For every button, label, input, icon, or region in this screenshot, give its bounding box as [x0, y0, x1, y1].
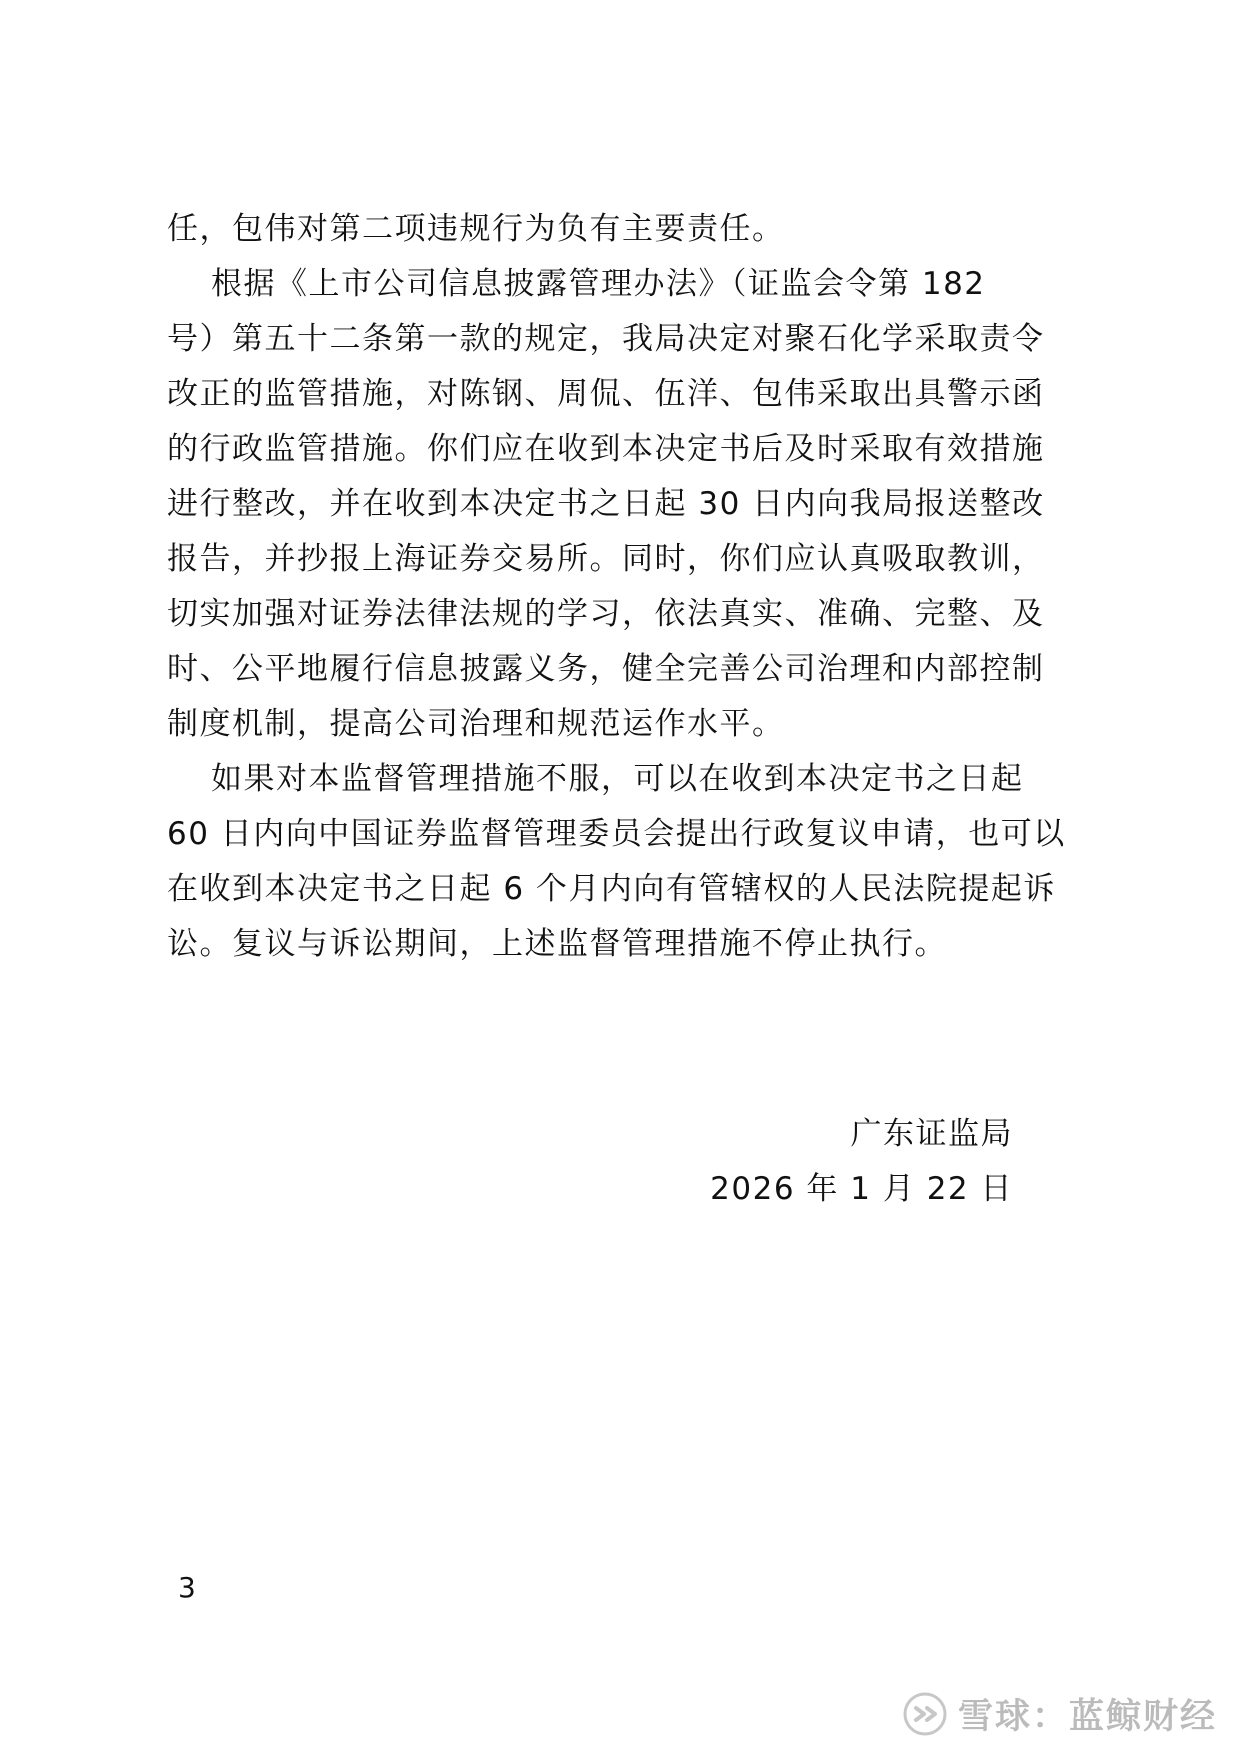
page-number: 3 — [178, 1571, 196, 1604]
issuer-name: 广东证监局 — [850, 1116, 1013, 1152]
body-line: 切实加强对证券法律法规的学习，依法真实、准确、完整、及 — [167, 596, 1045, 632]
body-line: 讼。复议与诉讼期间，上述监督管理措施不停止执行。 — [167, 926, 947, 962]
body-line: 改正的监管措施，对陈钢、周侃、伍洋、包伟采取出具警示函 — [167, 376, 1045, 412]
body-line: 任，包伟对第二项违规行为负有主要责任。 — [167, 211, 785, 247]
body-line: 进行整改，并在收到本决定书之日起 30 日内向我局报送整改 — [167, 486, 1045, 522]
xueqiu-logo-icon — [902, 1691, 948, 1737]
body-line: 的行政监管措施。你们应在收到本决定书后及时采取有效措施 — [167, 431, 1045, 467]
body-line: 号）第五十二条第一款的规定，我局决定对聚石化学采取责令 — [167, 321, 1045, 357]
body-line: 根据《上市公司信息披露管理办法》（证监会令第 182 — [211, 266, 986, 302]
body-line: 如果对本监督管理措施不服，可以在收到本决定书之日起 — [211, 761, 1024, 797]
watermark — [902, 1684, 1217, 1744]
body-line: 制度机制，提高公司治理和规范运作水平。 — [167, 706, 785, 742]
body-line: 时、公平地履行信息披露义务，健全完善公司治理和内部控制 — [167, 651, 1045, 687]
issue-date: 2026 年 1 月 22 日 — [710, 1171, 1013, 1207]
body-line: 报告，并抄报上海证券交易所。同时，你们应认真吸取教训， — [167, 541, 1045, 577]
body-line: 在收到本决定书之日起 6 个月内向有管辖权的人民法院提起诉 — [167, 871, 1056, 907]
body-line: 60 日内向中国证券监督管理委员会提出行政复议申请，也可以 — [167, 816, 1066, 852]
watermark-text: 雪球：蓝鲸财经 — [957, 1697, 1217, 1737]
